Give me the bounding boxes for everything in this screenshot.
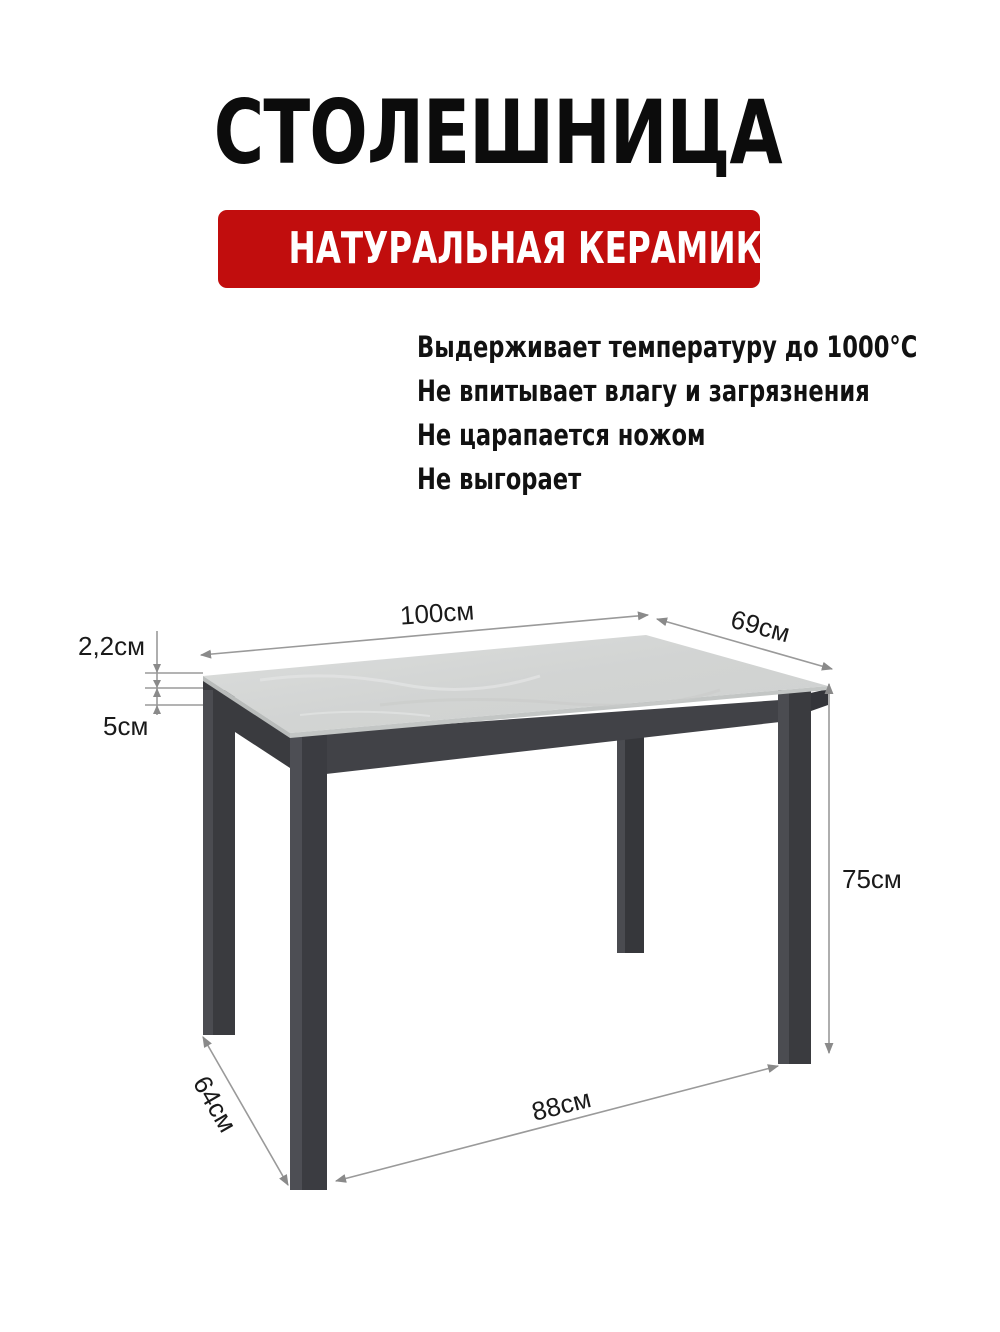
dimension-label-table-height: 75см	[842, 864, 902, 894]
dimension-label-base-length: 88см	[528, 1083, 594, 1127]
features-list	[417, 325, 987, 501]
feature-item: Не впитывает влагу и загрязнения	[417, 374, 870, 408]
dimension-label-base-width: 64см	[187, 1070, 243, 1138]
table-diagram	[0, 560, 1000, 1260]
page-title: СТОЛЕШНИЦА	[213, 81, 782, 184]
dimension-label-top-thickness: 2,2см	[78, 631, 146, 661]
feature-item: Выдерживает температуру до 1000°С	[417, 330, 918, 364]
material-badge-label: НАТУРАЛЬНАЯ КЕРАМИКА	[288, 223, 788, 274]
table-frame	[203, 678, 828, 1190]
dimension-label-top-length: 100см	[398, 595, 476, 631]
feature-item: Не царапается ножом	[417, 418, 706, 452]
dimension-label-frame-height: 5см	[103, 711, 149, 741]
material-badge	[218, 210, 788, 288]
dimension-line-base-length	[336, 1066, 778, 1181]
feature-item: Не выгорает	[417, 462, 582, 496]
dimension-label-top-width: 69см	[727, 603, 794, 649]
